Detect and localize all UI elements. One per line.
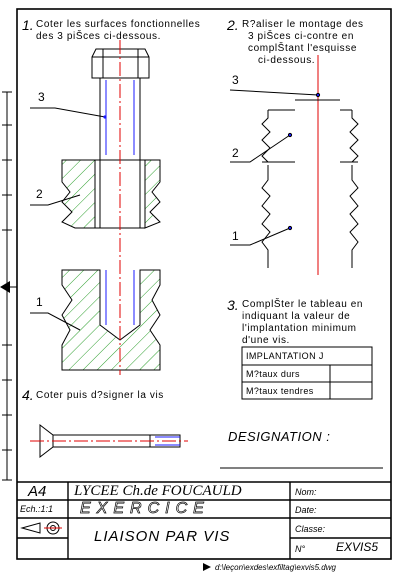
section4-text: Coter puis d?signer la vis (36, 390, 164, 401)
designation-label: DESIGNATION : (228, 429, 331, 444)
file-arrow-icon (203, 563, 211, 571)
table-row-label-soft: M?taux tendres (246, 386, 314, 396)
right-label-1: 1 (232, 229, 239, 243)
left-label-3: 3 (38, 90, 45, 104)
section1-line2: des 3 piŠces ci-dessous. (36, 31, 162, 42)
assembly-sketch (230, 90, 358, 268)
section3-line4: d'une vis. (242, 335, 290, 346)
section2-line4: ci-dessous. (258, 55, 316, 66)
class-field-label: Classe: (295, 524, 326, 534)
number-field-label: N° (295, 544, 306, 554)
drawing-title: LIAISON PAR VIS (94, 528, 231, 545)
projection-symbol-icon (22, 522, 62, 534)
right-label-2: 2 (232, 146, 239, 160)
section2-number: 2. (227, 17, 239, 33)
format-label: A4 (28, 483, 47, 500)
date-field-label: Date: (295, 505, 317, 515)
section3-number: 3. (227, 297, 239, 313)
section2-line1: R?aliser le montage des (242, 19, 364, 30)
centering-mark (0, 281, 17, 293)
file-path: d:\leçon\exdes\exfiltag\exvis5.dwg (215, 563, 336, 572)
right-label-3: 3 (232, 73, 239, 87)
section3-line2: indiquant la valeur de (242, 311, 351, 322)
part2-plate-drawing (62, 160, 160, 228)
section1-number: 1. (22, 17, 34, 33)
school-name: LYCEE Ch.de FOUCAULD (74, 483, 242, 499)
drawing-number: EXVIS5 (336, 540, 379, 554)
left-label-1: 1 (36, 295, 43, 309)
part1-base-drawing (62, 270, 160, 370)
section3-line1: ComplŠter le tableau en (242, 299, 364, 310)
section2-line3: complŠtant l'esquisse (248, 43, 358, 54)
section2-line2: 3 piŠces ci-contre en (248, 31, 354, 42)
scale-label: Ech.:1:1 (20, 504, 54, 514)
name-field-label: Nom: (295, 487, 317, 497)
section4-number: 4. (22, 387, 34, 403)
left-label-2: 2 (36, 187, 43, 201)
table-header: IMPLANTATION J (246, 351, 324, 361)
exercise-label: EXERCICE (80, 500, 210, 517)
section1-line1: Coter les surfaces fonctionnelles (36, 19, 201, 30)
table-row-label-hard: M?taux durs (246, 369, 300, 379)
section3-line3: l'implantation minimum (242, 323, 357, 334)
